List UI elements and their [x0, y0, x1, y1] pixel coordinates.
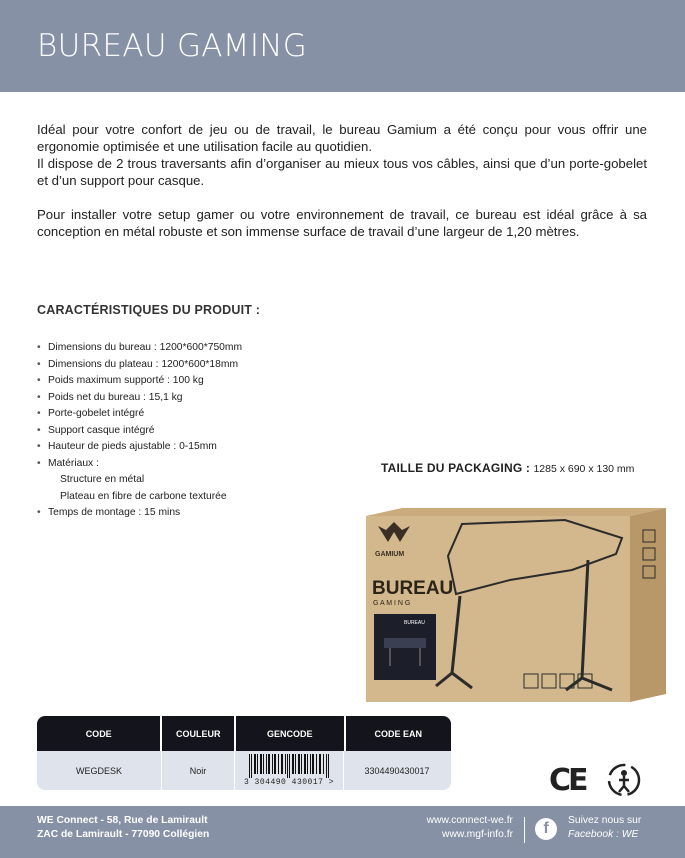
box-mini-title: BUREAU — [404, 620, 425, 626]
footer-divider — [524, 817, 525, 843]
specs-list — [37, 340, 242, 522]
table-header — [37, 716, 451, 751]
cell-couleur: Noir — [162, 751, 235, 790]
address-line-1: WE Connect - 58, Rue de Lamirault — [37, 815, 208, 826]
ce-mark-icon: CE — [549, 763, 586, 798]
spec-item: • Dimensions du bureau : 1200*600*750mm — [37, 340, 242, 357]
product-table — [37, 716, 451, 790]
barcode-bars-icon — [247, 754, 331, 778]
footer-follow — [568, 814, 641, 842]
spec-item: • Matériaux : — [37, 456, 242, 473]
spec-item: • Dimensions du plateau : 1200*600*18mm — [37, 357, 242, 374]
packaging-size — [381, 461, 634, 475]
col-couleur: COULEUR — [162, 716, 234, 751]
footer-websites — [427, 814, 513, 842]
footer-address — [37, 814, 209, 842]
follow-line-1: Suivez nous sur — [568, 815, 642, 826]
spec-item: • Poids net du bureau : 15,1 kg — [37, 390, 242, 407]
website-link-1[interactable]: www.connect-we.fr — [426, 815, 513, 826]
packaging-value: 1285 x 690 x 130 mm — [533, 463, 635, 475]
col-code-ean: CODE EAN — [346, 716, 451, 751]
spec-item: • Porte-gobelet intégré — [37, 406, 242, 423]
cell-ean: 3304490430017 — [364, 765, 430, 776]
page-title: BUREAU GAMING — [37, 28, 308, 64]
header-band — [0, 0, 685, 92]
spec-item: • Temps de montage : 15 mins — [37, 505, 242, 522]
col-gencode: GENCODE — [236, 716, 343, 751]
spec-subitem: Structure en métal — [60, 474, 145, 485]
specs-title: CARACTÉRISTIQUES DU PRODUIT : — [37, 303, 261, 317]
barcode — [244, 754, 334, 787]
intro-paragraph-1: Idéal pour votre confort de jeu ou de travail, le bureau Gamium a été conçu pour vous offrir une ergonomie optimisée et une utilisation facile au quotidien. — [37, 122, 647, 154]
intro-paragraph-2: Il dispose de 2 trous traversants afin d’organiser au mieux tous vos câbles, ainsi que d’un porte-gobelet et d’un support pour casque. — [37, 156, 647, 188]
spec-item: • Support casque intégré — [37, 423, 242, 440]
packaging-label: TAILLE DU PACKAGING : — [381, 461, 531, 475]
facebook-icon[interactable]: f — [535, 818, 557, 840]
intro-text — [37, 121, 647, 240]
cell-gencode — [235, 751, 344, 790]
address-line-2: ZAC de Lamirault - 77090 Collégien — [37, 829, 210, 840]
spec-item: • Hauteur de pieds ajustable : 0-15mm — [37, 439, 242, 456]
table-row — [37, 751, 451, 790]
facebook-page-link: Facebook : WE — [568, 829, 639, 840]
website-link-2[interactable]: www.mgf-info.fr — [442, 829, 513, 840]
box-title: BUREAU — [372, 578, 454, 599]
spec-subitem: Plateau en fibre de carbone texturée — [60, 490, 227, 502]
box-subtitle: G A M I N G — [373, 600, 411, 607]
intro-paragraph-3: Pour installer votre setup gamer ou votre environnement de travail, ce bureau est idéal grâce à sa conception en métal robuste et son immense surface de travail d’une largeur de 1,20 mètres. — [37, 207, 647, 239]
cell-code: WEGDESK — [37, 751, 162, 790]
barcode-digits: 3 304490 430017 > — [243, 778, 335, 787]
box-brand: GAMIUM — [375, 551, 405, 558]
cardboard-box-illustration — [360, 508, 670, 703]
col-code: CODE — [37, 716, 160, 751]
packaging-box-image — [360, 508, 670, 703]
follow-line-2[interactable] — [568, 828, 641, 842]
spec-item: • Poids maximum supporté : 100 kg — [37, 373, 242, 390]
footer-band — [0, 806, 685, 858]
recycle-triman-icon — [606, 762, 642, 798]
